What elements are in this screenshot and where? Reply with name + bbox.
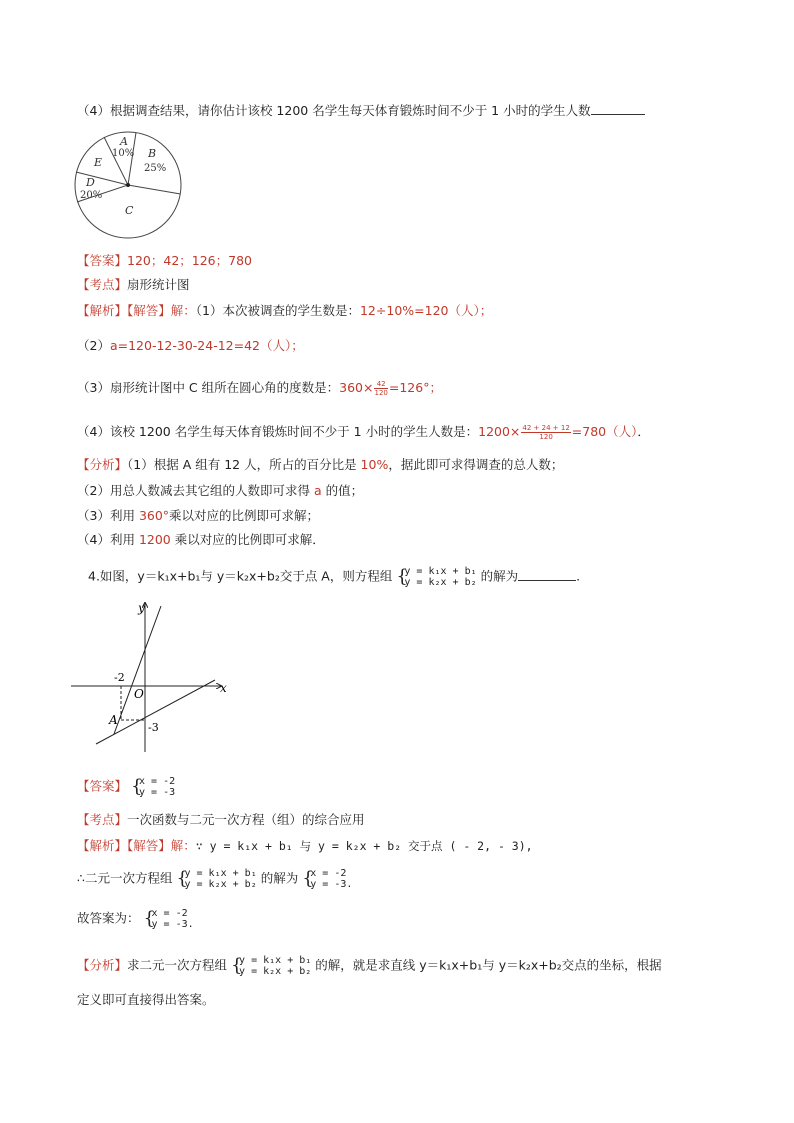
solution-2-result: { x = -2 y = -3. bbox=[302, 868, 353, 890]
solution-2-line-3: 故答案为： { x = -2 y = -3. bbox=[77, 908, 194, 930]
fraction-sum-120: $\frac{42 + 24 + 12}{120}$ bbox=[522, 424, 570, 441]
x-axis-label: x bbox=[220, 681, 227, 695]
analysis-1-line-4: （4）利用 1200 乘以对应的比例即可求解． bbox=[77, 532, 325, 547]
answer-1: 【答案】120；42；126；780 bbox=[77, 253, 252, 268]
solution-1-line-2: （2）a=120-12-30-24-12=42（人）； bbox=[77, 338, 304, 353]
analysis-2-system: { y = k₁x + b₁ y = k₂x + b₂ bbox=[231, 955, 312, 977]
pie-label-d-pct: 20% bbox=[80, 190, 103, 201]
equation-system: { y = k₁x + b₁ y = k₂x + b₂ bbox=[396, 566, 477, 588]
solution-1-line-1: 【解析】【解答】解：（1）本次被调查的学生数是：12÷10%=120（人）； bbox=[77, 303, 493, 318]
analysis-1-line-3: （3）利用 360°乘以对应的比例即可求解； bbox=[77, 508, 320, 523]
pie-label-e: E bbox=[94, 156, 103, 169]
pie-chart bbox=[70, 124, 188, 240]
analysis-1-line-1: 【分析】（1）根据 A 组有 12 人，所占的百分比是 10%，据此即可求得调查的总人数； bbox=[77, 457, 564, 472]
solution-2-line-1: 【解析】【解答】解：∵ y = k₁x + b₁ 与 y = k₂x + b₂ 交于点 ( - 2, - 3), bbox=[77, 838, 533, 853]
coordinate-graph bbox=[68, 600, 238, 755]
solution-2-system: { y = k₁x + b₁ y = k₂x + b₂ bbox=[176, 868, 257, 890]
tick-label-minus-2: -2 bbox=[114, 671, 125, 684]
pie-label-a-pct: 10% bbox=[112, 148, 135, 159]
answer-blank-2 bbox=[518, 568, 576, 581]
solution-2-line-2: ∴二元一次方程组 { y = k₁x + b₁ y = k₂x + b₂ 的解为 { x = -2 y = -3. bbox=[77, 868, 353, 890]
pie-divider-d-e bbox=[76, 172, 128, 185]
origin-label: O bbox=[134, 687, 144, 701]
analysis-2-line-2: 定义即可直接得出答案。 bbox=[77, 992, 215, 1007]
pie-center bbox=[126, 183, 130, 187]
answer-2: 【答案】 { x = -2 y = -3 bbox=[77, 776, 176, 798]
line-1 bbox=[114, 606, 161, 734]
question-5-text: 4.如图，y＝k₁x+b₁与 y＝k₂x+b₂交于点 A，则方程组 { y = k₁x + b₁ y = k₂x + b₂ 的解为 . bbox=[88, 566, 581, 588]
pie-divider-b-c bbox=[128, 185, 181, 194]
analysis-2-line-1: 【分析】求二元一次方程组 { y = k₁x + b₁ y = k₂x + b₂ 的解，就是求直线 y＝k₁x+b₁与 y＝k₂x+b₂交点的坐标，根据 bbox=[77, 955, 662, 977]
pie-label-a: A bbox=[120, 135, 128, 148]
pie-label-c: C bbox=[125, 204, 134, 217]
fraction-42-120: $\frac{42}{120}$ bbox=[374, 380, 388, 397]
topic-2: 【考点】一次函数与二元一次方程（组）的综合应用 bbox=[77, 812, 365, 827]
pie-label-d: D bbox=[86, 176, 95, 189]
pie-label-b: B bbox=[148, 147, 157, 160]
tick-label-minus-3: -3 bbox=[148, 721, 159, 734]
y-axis-label: y bbox=[138, 601, 145, 615]
question-4-text: （4）根据调查结果，请你估计该校 1200 名学生每天体育锻炼时间不少于 1 小时的学生人数 bbox=[77, 102, 645, 119]
answer-blank bbox=[591, 102, 645, 115]
final-answer-system: { x = -2 y = -3. bbox=[143, 908, 194, 930]
pie-label-b-pct: 25% bbox=[144, 163, 167, 174]
solution-1-line-3: （3）扇形统计图中 C 组所在圆心角的度数是：360× $\frac{42}{120}$ =126°； bbox=[77, 380, 442, 397]
topic-1: 【考点】扇形统计图 bbox=[77, 277, 190, 292]
solution-1-line-4: （4）该校 1200 名学生每天体育锻炼时间不少于 1 小时的学生人数是：1200× $\frac{42 + 24 + 12}{120}$ =780（人）． bbox=[77, 424, 650, 441]
analysis-1-line-2: （2）用总人数减去其它组的人数即可求得 a 的值； bbox=[77, 483, 364, 498]
point-a-label: A bbox=[109, 713, 118, 727]
answer-2-system: { x = -2 y = -3 bbox=[131, 776, 176, 798]
line-2 bbox=[96, 680, 215, 744]
